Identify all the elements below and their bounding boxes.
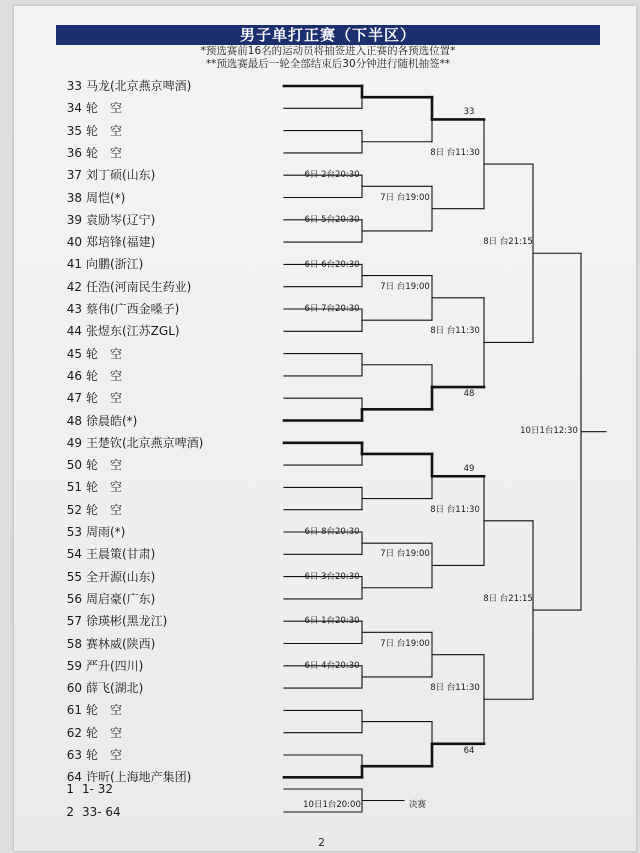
advance-seed-label: 49	[463, 464, 475, 475]
player-seed-number: 41	[66, 257, 82, 272]
player-name: 许昕(上海地产集团)	[86, 770, 192, 785]
player-name: 轮 空	[86, 368, 123, 383]
player-seed-number: 38	[66, 190, 82, 205]
final-row-2	[60, 802, 121, 822]
advance-seed-label: 64	[463, 745, 475, 756]
final-row-range: 33- 64	[82, 805, 121, 819]
player-name: 轮 空	[86, 123, 123, 138]
round2-schedule-label: 7日 台19:00	[380, 192, 430, 203]
player-name: 王晨策(甘肃)	[86, 547, 156, 562]
player-name: 徐晨皓(*)	[86, 413, 138, 428]
final-match-schedule: 10日1台20:00	[303, 800, 361, 810]
player-name: 徐瑛彬(黑龙江)	[86, 614, 168, 629]
round2-schedule-label: 7日 台19:00	[380, 638, 430, 649]
player-name: 张煜东(江苏ZGL)	[86, 324, 180, 339]
player-name: 轮 空	[86, 725, 123, 740]
player-name: 郑培锋(福建)	[86, 235, 156, 250]
round1-schedule-label: 6日 6台20:30	[304, 259, 360, 270]
player-seed-number: 62	[66, 725, 82, 740]
player-seed-number: 39	[66, 212, 82, 227]
player-seed-number: 34	[66, 101, 82, 116]
player-seed-number: 46	[66, 368, 82, 383]
round1-schedule-label: 6日 2台20:30	[304, 170, 360, 181]
round1-schedule-label: 6日 7台20:30	[304, 304, 360, 315]
player-seed-number: 55	[66, 569, 82, 584]
player-name: 周启豪(广东)	[86, 591, 156, 606]
round4-schedule-label: 8日 台21:15	[483, 237, 533, 248]
player-seed-number: 50	[66, 458, 82, 473]
page-number: 2	[318, 836, 325, 849]
round3-schedule-label: 8日 台11:30	[430, 683, 480, 694]
final-row-number: 1	[66, 782, 74, 796]
player-name: 严升(四川)	[86, 658, 144, 673]
player-name: 马龙(北京燕京啤酒)	[86, 79, 192, 93]
player-seed-number: 42	[66, 279, 82, 294]
round4-schedule-label: 8日 台21:15	[483, 594, 533, 605]
player-seed-number: 59	[66, 658, 82, 673]
player-name: 薛飞(湖北)	[86, 681, 144, 696]
player-seed-number: 35	[66, 123, 82, 138]
player-seed-number: 64	[66, 770, 82, 785]
player-name: 轮 空	[86, 748, 123, 762]
player-seed-number: 48	[66, 413, 82, 428]
round3-schedule-label: 8日 台11:30	[430, 504, 480, 515]
player-name: 袁励岑(辽宁)	[86, 212, 156, 227]
round2-schedule-label: 7日 台19:00	[380, 281, 430, 292]
round2-schedule-label: 7日 台19:00	[380, 549, 430, 560]
advance-seed-label: 48	[463, 389, 475, 400]
player-seed-number: 49	[66, 435, 82, 450]
player-name: 轮 空	[86, 101, 123, 116]
player-seed-number: 51	[66, 480, 82, 495]
round1-schedule-label: 6日 4台20:30	[304, 660, 360, 671]
player-name: 轮 空	[86, 391, 123, 406]
player-seed-number: 53	[66, 525, 82, 539]
player-name: 刘丁硕(山东)	[86, 168, 156, 183]
round1-schedule-label: 6日 1台20:30	[304, 616, 360, 627]
player-seed-number: 61	[66, 703, 82, 718]
player-seed-number: 45	[66, 346, 82, 361]
player-seed-number: 57	[66, 614, 82, 629]
player-seed-number: 40	[66, 235, 82, 250]
player-name: 任浩(河南民生药业)	[86, 279, 192, 294]
player-name: 轮 空	[86, 458, 123, 473]
player-name: 向鹏(浙江)	[86, 257, 144, 272]
final-row-1	[60, 779, 113, 799]
player-seed-number: 47	[66, 391, 82, 406]
player-name: 全开源(山东)	[86, 569, 156, 584]
player-name: 周恺(*)	[86, 190, 126, 205]
player-seed-number: 58	[66, 636, 82, 651]
player-seed-number: 54	[66, 547, 82, 562]
player-seed-number: 56	[66, 591, 82, 606]
player-name: 周雨(*)	[86, 525, 126, 539]
round1-schedule-label: 6日 8台20:30	[304, 527, 360, 538]
round3-schedule-label: 8日 台11:30	[430, 326, 480, 337]
player-name: 蔡伟(广西金嗓子)	[86, 302, 180, 316]
player-name: 轮 空	[86, 480, 123, 495]
player-seed-number: 63	[66, 748, 82, 762]
player-name: 赛林威(陕西)	[86, 636, 156, 651]
final-label: 决赛	[409, 800, 427, 810]
page-title: 男子单打正赛（下半区）	[56, 25, 600, 45]
player-seed-number: 36	[66, 145, 82, 160]
player-seed-number: 52	[66, 502, 82, 517]
note-line-2: **预选赛最后一轮全部结束后30分钟进行随机抽签**	[205, 58, 451, 70]
player-seed-number: 44	[66, 324, 82, 339]
round1-schedule-label: 6日 5台20:30	[304, 214, 360, 225]
player-seed-number: 43	[66, 302, 82, 316]
player-seed-number: 33	[66, 79, 82, 93]
player-name: 轮 空	[86, 703, 123, 718]
advance-seed-label: 33	[463, 107, 475, 118]
note-line-1: *预选赛前16名的运动员将抽签进入正赛的各预选位置*	[200, 45, 456, 57]
player-name: 轮 空	[86, 145, 123, 160]
round5-schedule-label: 10日1台12:30	[520, 425, 578, 436]
player-seed-number: 37	[66, 168, 82, 183]
player-name: 轮 空	[86, 346, 123, 361]
round1-schedule-label: 6日 3台20:30	[304, 571, 360, 582]
round3-schedule-label: 8日 台11:30	[430, 148, 480, 159]
player-name: 轮 空	[86, 502, 123, 517]
final-row-range: 1- 32	[82, 782, 114, 796]
player-name: 王楚钦(北京燕京啤酒)	[86, 435, 204, 450]
player-seed-number: 60	[66, 681, 82, 696]
final-row-number: 2	[66, 805, 74, 819]
